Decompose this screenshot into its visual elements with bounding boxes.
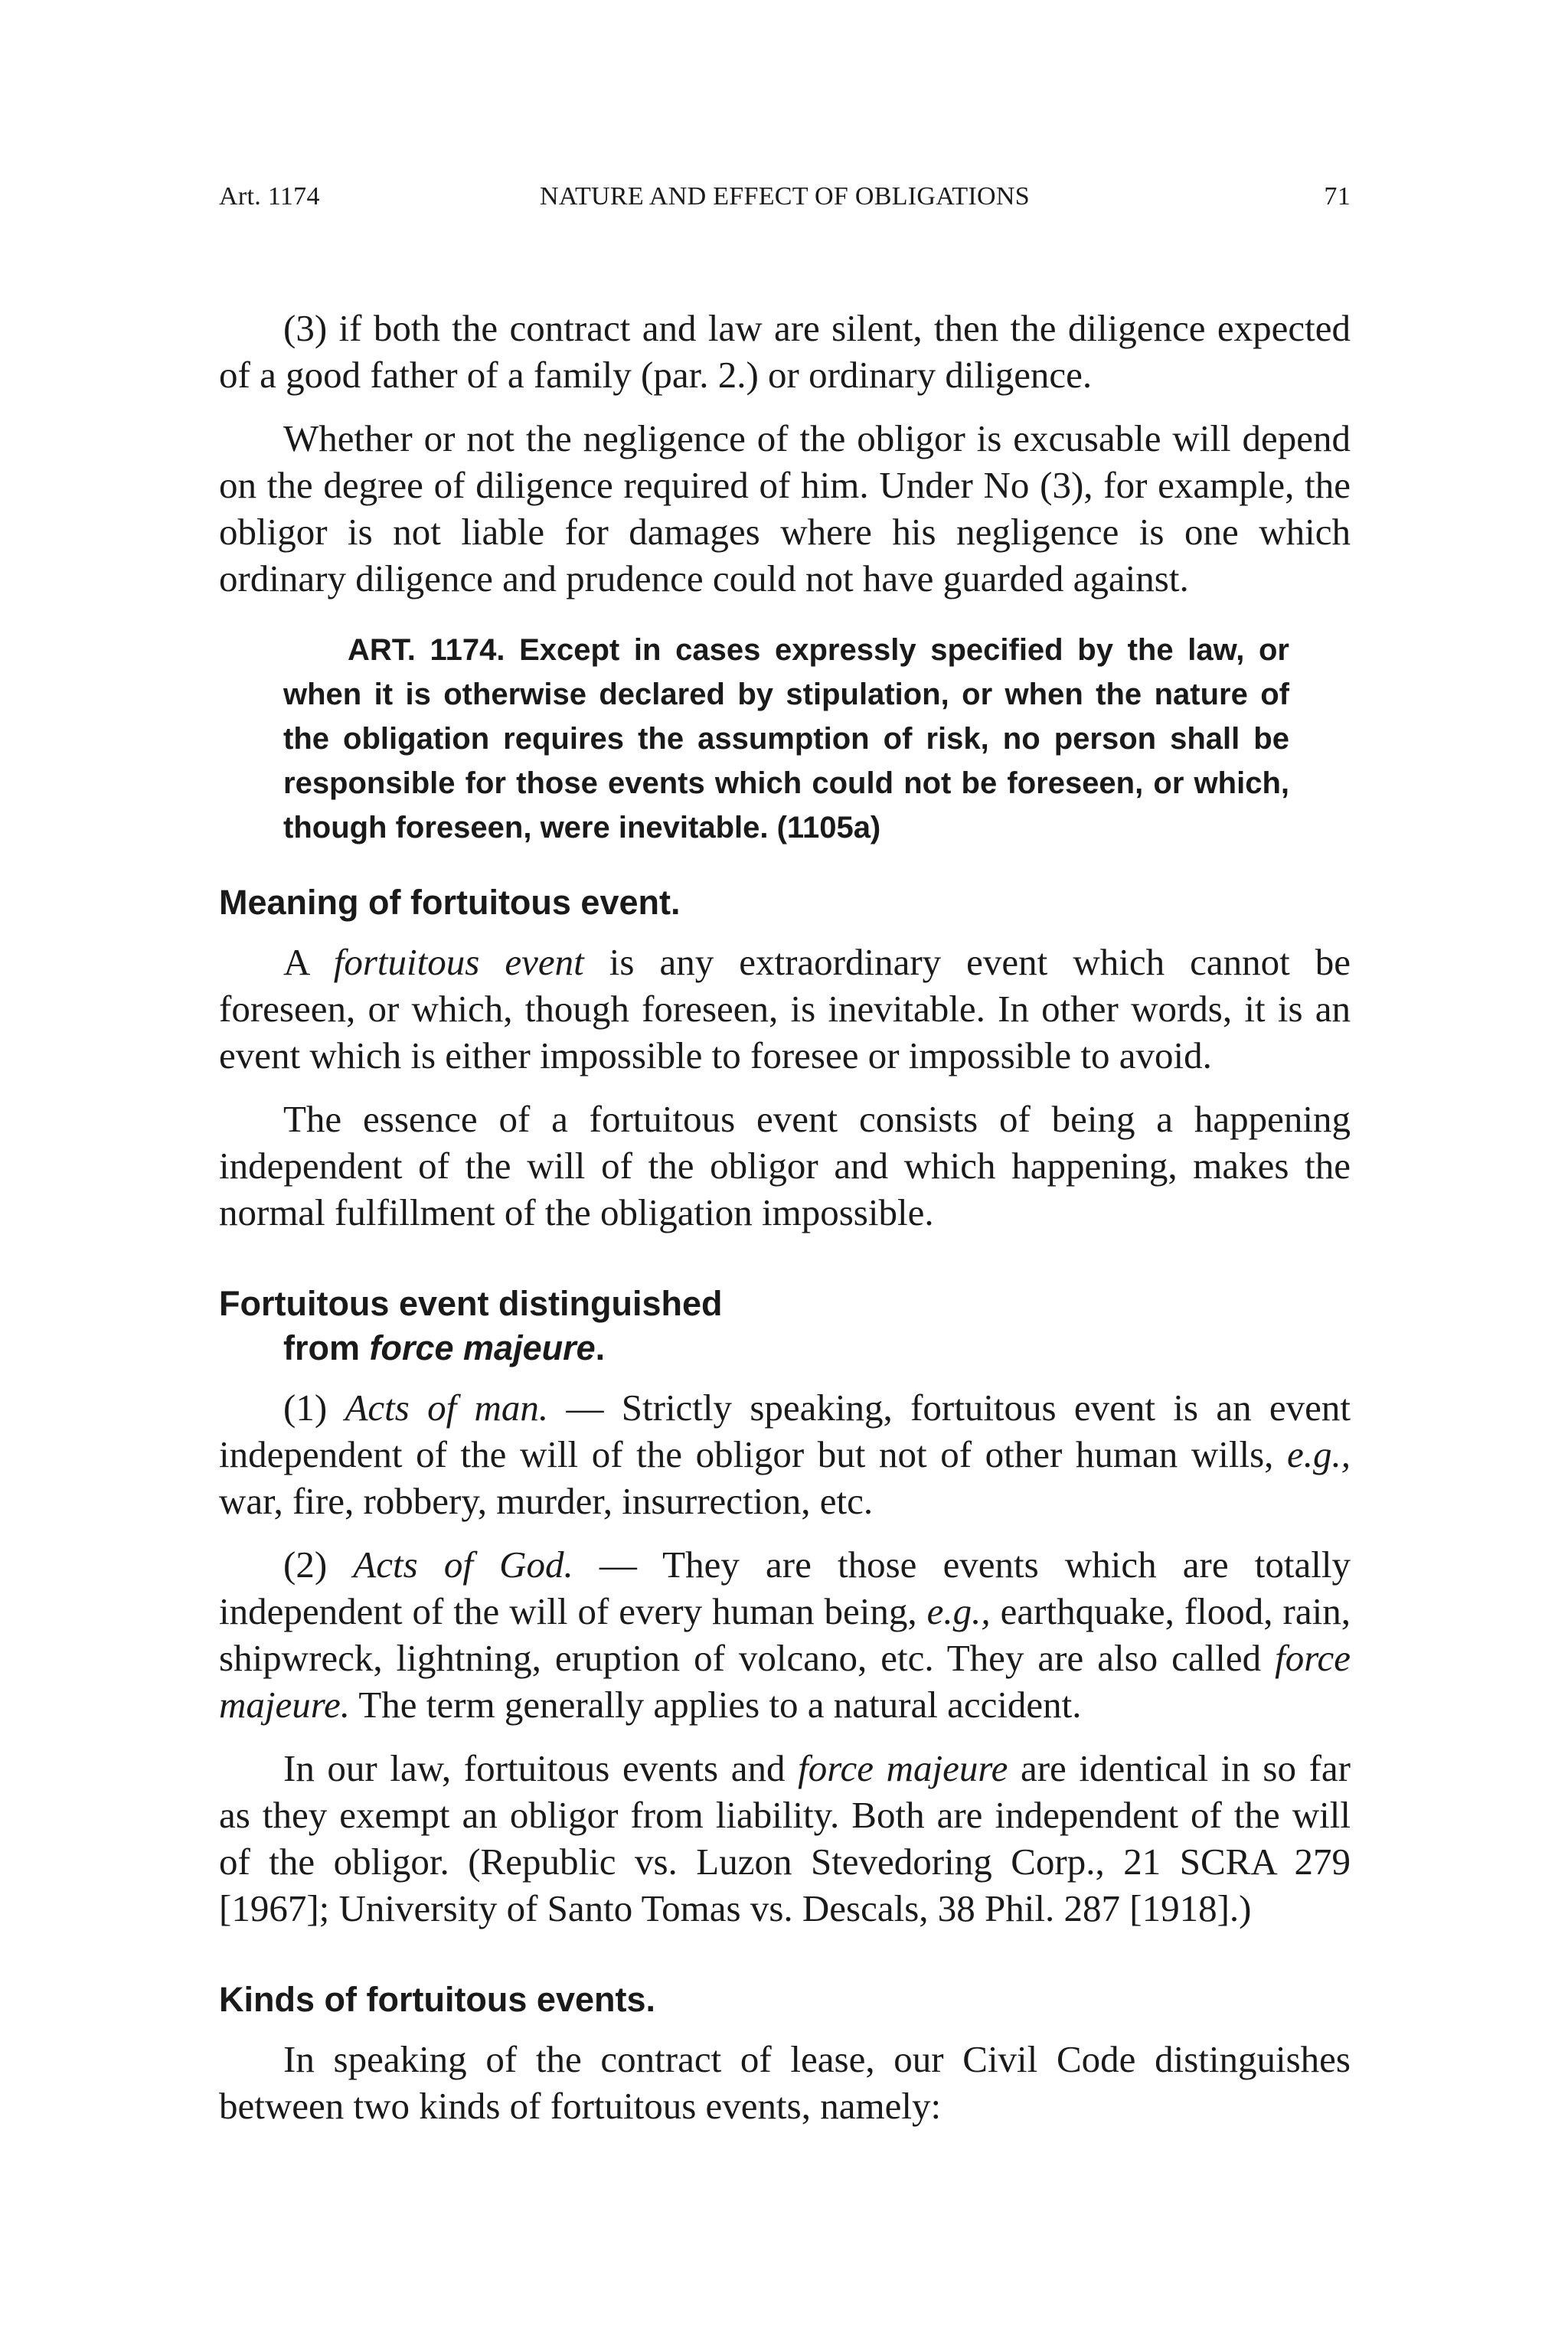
acts-of-god-rest: — They are those events which are totally independent of the will of every human being, bbox=[219, 1544, 1351, 1632]
distinguished-heading-suffix: . bbox=[595, 1328, 606, 1367]
section-heading-distinguished bbox=[219, 1282, 1351, 1370]
section-heading-meaning: Meaning of fortuitous event. bbox=[219, 883, 681, 922]
meaning-p1-rest: is any extraordinary event which cannot be foreseen, or which, though foreseen, is inevitable. In other words, it is an event which is either impossible to foresee or impossible to avoid. bbox=[219, 941, 1351, 1076]
page-number: 71 bbox=[1324, 182, 1351, 211]
acts-of-god-paragraph bbox=[219, 1541, 1351, 1728]
identical-paragraph bbox=[219, 1745, 1351, 1932]
section-heading-kinds: Kinds of fortuitous events. bbox=[219, 1980, 656, 2019]
meaning-p1-term: fortuitous event bbox=[333, 941, 584, 983]
acts-of-man-paragraph bbox=[219, 1384, 1351, 1524]
acts-of-god-mid: earthquake, flood, rain, shipwreck, lightning, eruption of volcano, etc. They are also called bbox=[219, 1590, 1351, 1679]
distinguished-heading-italic: force majeure bbox=[369, 1328, 596, 1367]
running-head bbox=[219, 182, 1351, 213]
meaning-paragraph-1 bbox=[219, 939, 1351, 1079]
kinds-paragraph-1: In speaking of the contract of lease, our Civil Code distinguishes between two kinds of fortuitous events, namely: bbox=[219, 2038, 1351, 2127]
acts-of-god-end: The term generally applies to a natural accident. bbox=[350, 1684, 1082, 1726]
acts-of-man-term: Acts of man. bbox=[345, 1387, 549, 1429]
article-reference: Art. 1174 bbox=[219, 182, 320, 211]
distinguished-heading-line1: Fortuitous event distinguished bbox=[219, 1284, 723, 1323]
distinguished-heading-prefix: from bbox=[283, 1328, 370, 1367]
acts-of-man-end: war, fire, robbery, murder, insurrection, etc. bbox=[219, 1480, 874, 1522]
acts-of-god-term: Acts of God. bbox=[353, 1544, 573, 1586]
chapter-title: NATURE AND EFFECT OF OBLIGATIONS bbox=[540, 182, 1030, 211]
intro-paragraph-1: (3) if both the contract and law are silent, then the diligence expected of a good father of a family (par. 2.) or ordinary diligence. bbox=[219, 307, 1351, 396]
identical-p-b: are identical in so far as they exempt an obligor from liability. Both are independent of the will of the obligor. (Republic vs. Luzon Stevedoring Corp., 21 SCRA 279 [1967]; University of Santo Tomas vs. Descals, 38 Phil. 287 [1918].) bbox=[219, 1747, 1351, 1929]
acts-of-god-number: (2) bbox=[283, 1544, 354, 1586]
article-1174-text: ART. 1174. Except in cases expressly specified by the law, or when it is otherwise declared by stipulation, or when the nature of the obligation requires the assumption of risk, no person shall be responsible for those events which could not be foreseen, or which, though foreseen, were inevitable. (1105a) bbox=[283, 633, 1289, 844]
acts-of-god-force-majeure: force majeure. bbox=[219, 1637, 1351, 1726]
identical-p-a: In our law, fortuitous events and bbox=[283, 1747, 799, 1789]
distinguished-heading-line2 bbox=[219, 1326, 1351, 1370]
acts-of-god-eg: e.g., bbox=[926, 1590, 991, 1632]
identical-p-force-majeure: force majeure bbox=[798, 1747, 1008, 1789]
intro-paragraph-2: Whether or not the negligence of the obligor is excusable will depend on the degree of diligence required of him. Under No (3), for example, the obligor is not liable for damages where his negligence is one which ordinary diligence and prudence could not have guarded against. bbox=[219, 417, 1351, 599]
meaning-p1-prefix: A bbox=[283, 941, 334, 983]
acts-of-man-rest: — Strictly speaking, fortuitous event is an event independent of the will of the obligor but not of other human wills, bbox=[219, 1387, 1351, 1475]
page-content bbox=[219, 305, 1351, 2146]
acts-of-man-eg: e.g., bbox=[1287, 1433, 1351, 1475]
meaning-paragraph-2: The essence of a fortuitous event consists of being a happening independent of the will of the obligor and which happening, makes the normal fulfillment of the obligation impossible. bbox=[219, 1098, 1351, 1233]
acts-of-man-number: (1) bbox=[283, 1387, 345, 1429]
